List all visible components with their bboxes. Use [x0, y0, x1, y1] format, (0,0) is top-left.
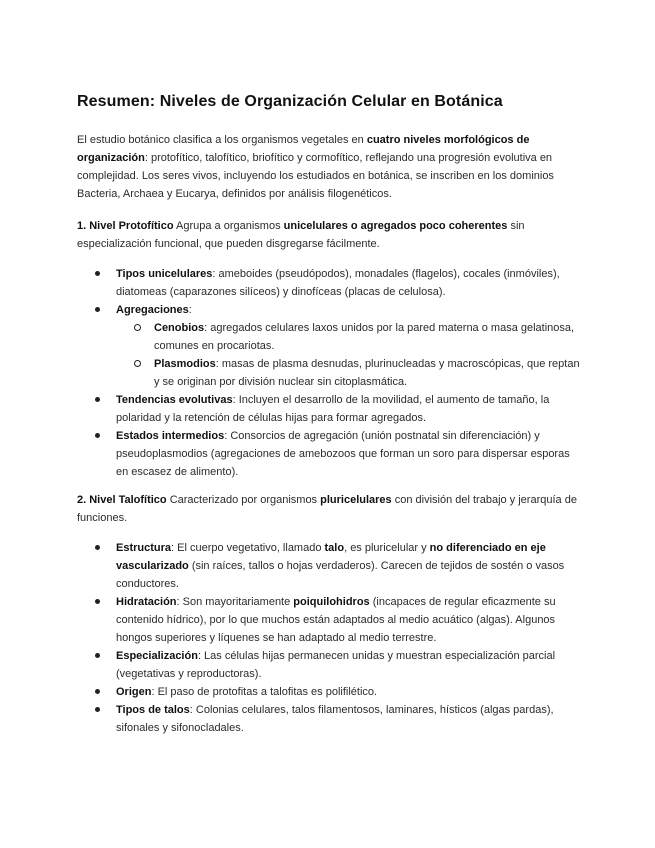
list-item: Tipos unicelulares: ameboides (pseudópodos), monadales (flagelos), cocales (inmóviles), diatomeas (caparazones silíceos) y dinofíceas (placas de celulosa). [116, 265, 582, 301]
section-2-heading: 2. Nivel Talofítico [77, 494, 167, 506]
list-item: Especialización: Las células hijas permanecen unidas y muestran especialización parcial (vegetativas y reproductoras). [116, 647, 582, 683]
section-2-list [116, 539, 582, 737]
section-1-list [116, 265, 582, 481]
document-body [77, 91, 582, 747]
page-title: Resumen: Niveles de Organización Celular en Botánica [77, 93, 503, 110]
intro-paragraph: El estudio botánico clasifica a los organismos vegetales en cuatro niveles morfológicos de organización: protofítico, talofítico, briofítico y cormofítico, reflejando una progresión evolutiva en complejidad. Los seres vivos, incluyendo los estudiados en botánica, se inscriben en los dominios Bacteria, Archaea y Eucarya, definidos por análisis filogenéticos. [77, 134, 554, 200]
sub-list-item: Plasmodios: masas de plasma desnudas, plurinucleadas y macroscópicas, que reptan y se originan por división nuclear sin citoplasmática. [154, 355, 582, 391]
list-item: Agregaciones: Cenobios: agregados celulares laxos unidos por la pared materna o masa gelatinosa, comunes en procariotas. Plasmodios: masas de plasma desnudas, plurinucleadas y macroscópicas, que reptan y se originan por división nuclear sin citoplasmática. [116, 301, 582, 391]
list-item: Estructura: El cuerpo vegetativo, llamado talo, es pluricelular y no diferenciado en eje vascularizado (sin raíces, tallos o hojas verdaderos). Carecen de tejidos de sostén o vasos conductores. [116, 539, 582, 593]
section-1-heading: 1. Nivel Protofítico [77, 220, 174, 232]
intro-bold: cuatro niveles morfológicos de organización [77, 134, 530, 164]
list-item: Estados intermedios: Consorcios de agregación (unión postnatal sin diferenciación) y pseudoplasmodios (agregaciones de amebozoos que forman un soro para dispersar esporas en escasez de alimento). [116, 427, 582, 481]
section-1-paragraph: 1. Nivel Protofítico Agrupa a organismos unicelulares o agregados poco coherentes sin especialización funcional, que pueden disgregarse fácilmente. [77, 220, 525, 250]
list-item: Origen: El paso de protofitas a talofitas es polifilético. [116, 683, 582, 701]
list-item: Tipos de talos: Colonias celulares, talos filamentosos, laminares, hísticos (algas pardas), sifonales y sifonocladales. [116, 701, 582, 737]
section-2-paragraph: 2. Nivel Talofítico Caracterizado por organismos pluricelulares con división del trabajo y jerarquía de funciones. [77, 494, 577, 524]
list-item: Tendencias evolutivas: Incluyen el desarrollo de la movilidad, el aumento de tamaño, la polaridad y la retención de células hijas para formar agregados. [116, 391, 582, 427]
list-item: Hidratación: Son mayoritariamente poiquilohidros (incapaces de regular eficazmente su contenido hídrico), por lo que muchos están adaptados al medio acuático (algas). Algunos hongos superiores y líquenes se han adaptado al medio terrestre. [116, 593, 582, 647]
sub-list [154, 319, 582, 391]
sub-list-item: Cenobios: agregados celulares laxos unidos por la pared materna o masa gelatinosa, comunes en procariotas. [154, 319, 582, 355]
